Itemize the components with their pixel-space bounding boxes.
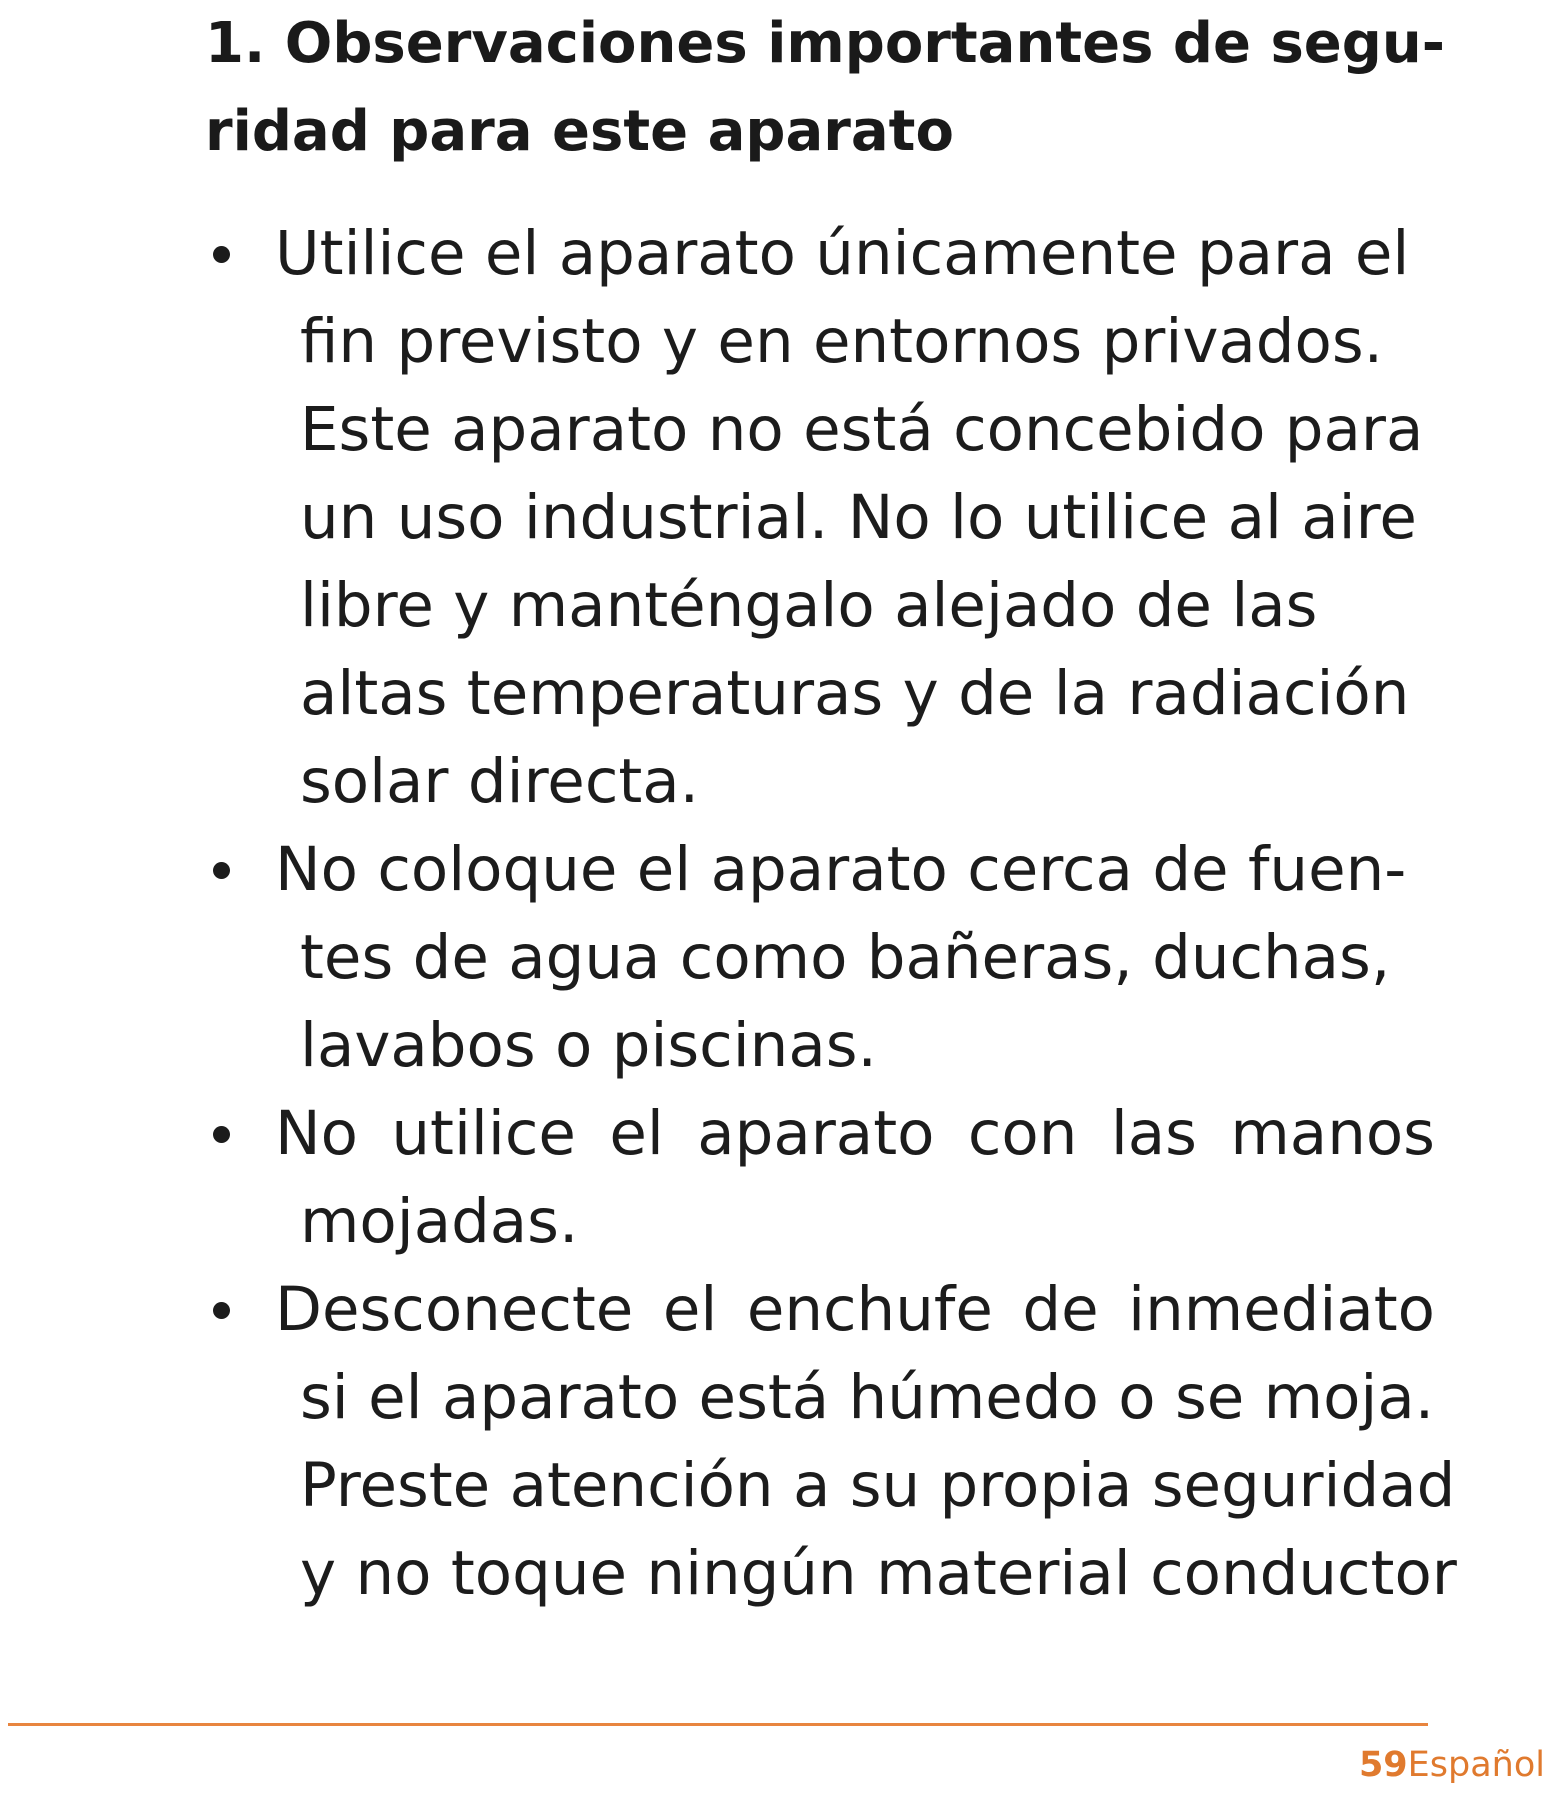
bullet-word: con [967, 1098, 1078, 1169]
bullet-dot-icon [213, 1126, 230, 1143]
bullet-word: utilice [391, 1098, 576, 1169]
bullet-text-line: y no toque ningún material conductor [300, 1538, 1457, 1609]
bullet-text-line: No coloque el aparato cerca de fuen- [275, 834, 1407, 905]
heading-line-1: 1. Observaciones importantes de segu- [205, 11, 1445, 76]
bullet-text-line [205, 1266, 1435, 1354]
bullet-word: el [609, 1098, 664, 1169]
bullet-word: No [275, 1098, 358, 1169]
bullet-text-line: libre y manténgalo alejado de las [300, 570, 1318, 641]
bullet-word: las [1110, 1098, 1197, 1169]
bullet-word: de [1022, 1274, 1099, 1345]
section-heading [205, 0, 1445, 176]
bullet-text-line [205, 1090, 1435, 1178]
footer-page-label [1359, 1743, 1545, 1787]
footer-language: Español [1407, 1745, 1545, 1785]
bullet-text-line: si el aparato está húmedo o se moja. [300, 1362, 1435, 1433]
bullet-item-intended-use [205, 210, 1435, 826]
bullet-text-line: fin previsto y en entornos privados. [300, 306, 1384, 377]
bullet-text-line: Este aparato no está concebido para [300, 394, 1424, 465]
bullet-word: inmediato [1128, 1274, 1435, 1345]
page-number: 59 [1358, 1745, 1408, 1785]
bullet-word: enchufe [746, 1274, 993, 1345]
bullet-text-line: mojadas. [300, 1186, 579, 1257]
bullet-item-wet-hands [205, 1090, 1435, 1266]
bullet-item-disconnect-plug [205, 1266, 1457, 1618]
bullet-dot-icon [213, 862, 230, 879]
bullet-word: Desconecte [275, 1274, 634, 1345]
bullet-text-line: un uso industrial. No lo utilice al aire [300, 482, 1417, 553]
footer-divider [8, 1723, 1428, 1726]
bullet-text-line: lavabos o piscinas. [300, 1010, 877, 1081]
bullet-text-line: Utilice el aparato únicamente para el [275, 218, 1410, 289]
bullet-word: aparato [697, 1098, 935, 1169]
bullet-word: el [662, 1274, 718, 1345]
safety-bullet-list [205, 210, 1457, 1618]
bullet-text-line: altas temperaturas y de la radiación [300, 658, 1410, 729]
heading-line-2: ridad para este aparato [205, 99, 954, 164]
bullet-item-water-sources [205, 826, 1435, 1090]
bullet-text-line: tes de agua como bañeras, duchas, [300, 922, 1391, 993]
bullet-word: manos [1230, 1098, 1435, 1169]
bullet-dot-icon [213, 246, 230, 263]
bullet-dot-icon [213, 1302, 230, 1319]
bullet-text-line: solar directa. [300, 746, 700, 817]
bullet-text-line: Preste atención a su propia seguridad [300, 1450, 1456, 1521]
